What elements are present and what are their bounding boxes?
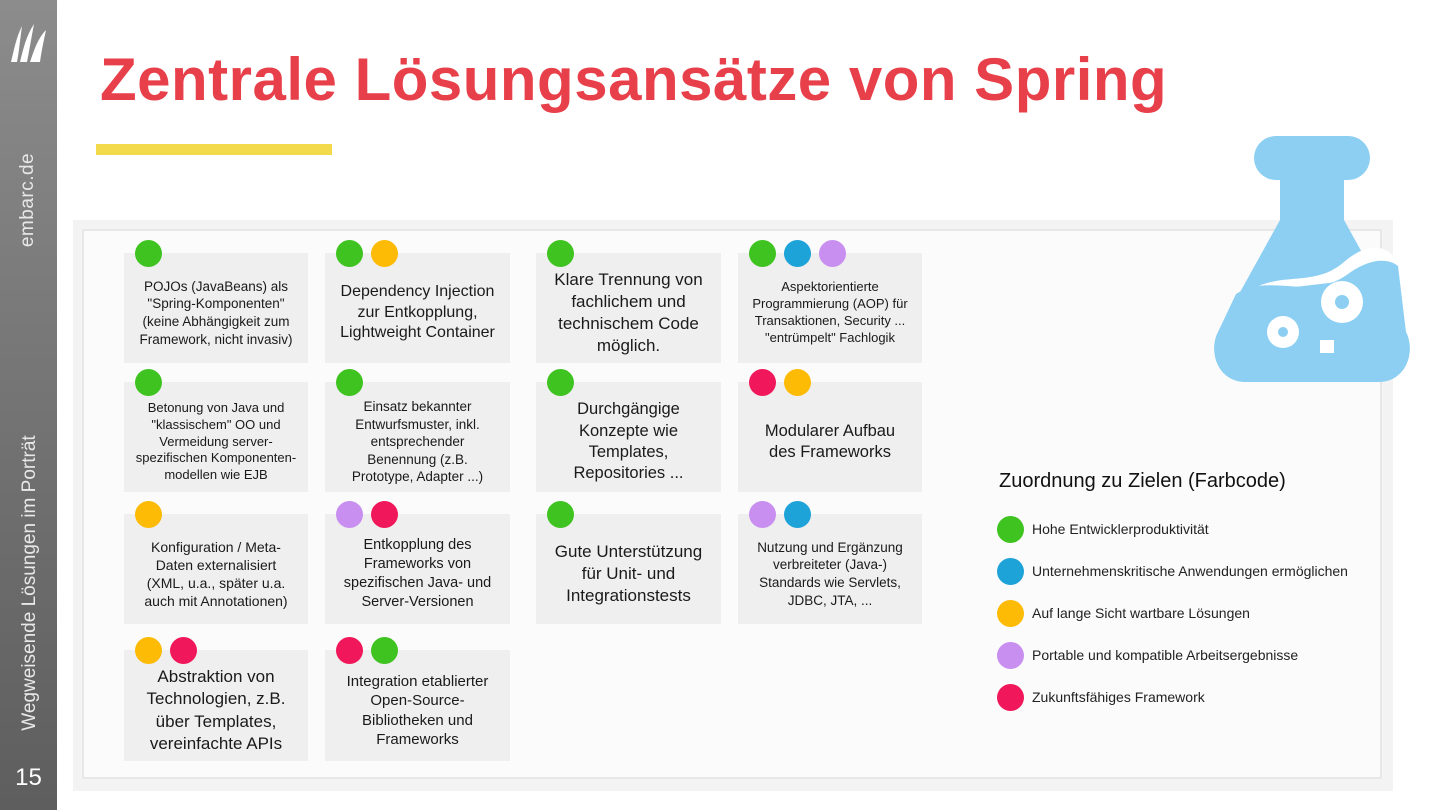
goal-dot-yellow [371,240,398,267]
goal-color-dots [336,369,363,396]
legend-item [997,641,1298,669]
solution-card-text: Modularer Aufbau des Frameworks [764,421,896,461]
solution-card [325,650,510,761]
solution-card-text: Einsatz bekannter Entwurfsmuster, inkl. entsprechender Benennung (z.B. Prototype, Adapter ...) [351,399,484,485]
title-accent-bar [96,144,332,155]
goal-color-dots [547,501,574,528]
goal-color-dots [547,240,574,267]
goal-dot-green [371,637,398,664]
goal-color-dots [749,501,811,528]
solution-card [124,650,308,761]
solution-card [124,253,308,363]
legend-label: Portable und kompatible Arbeitsergebnisse [1032,647,1299,663]
legend-dot-red [997,684,1024,711]
solution-card-text: Betonung von Java und "klassischem" OO und Vermeidung server-spezifischen Komponenten-modellen wie EJB [135,399,297,483]
goal-color-dots [135,637,197,664]
solution-card [124,382,308,492]
solution-card-text: Durchgängige Konzepte wie Templates, Repositories ... [573,400,684,483]
goal-color-dots [547,369,574,396]
solution-card [738,253,922,363]
solution-card-text: Gute Unterstützung für Unit- und Integrationstests [554,541,703,606]
goal-dot-yellow [784,369,811,396]
goal-dot-green [749,240,776,267]
solution-card-text: Abstraktion von Technologien, z.B. über Templates, vereinfachte APIs [146,667,286,753]
goal-dot-blue [784,501,811,528]
legend-dot-blue [997,558,1024,585]
goal-dot-green [336,369,363,396]
goal-dot-green [547,369,574,396]
presentation-subtitle: Wegweisende Lösungen im Porträt [19,435,40,731]
solution-card [536,382,721,492]
solution-card-text: Entkopplung des Frameworks von spezifischen Java- und Server-Versionen [343,537,492,610]
solution-card [536,514,721,624]
page-number: 15 [15,764,42,791]
goal-dot-red [371,501,398,528]
legend-item [997,557,1348,585]
goal-dot-blue [784,240,811,267]
legend-label: Unternehmenskritische Anwendungen ermöglichen [1032,563,1348,579]
goal-dot-green [547,501,574,528]
goal-dot-yellow [135,637,162,664]
goal-color-dots [336,637,398,664]
legend-item [997,683,1205,711]
goal-color-dots [336,501,398,528]
solution-card-text: Integration etablierter Open-Source-Bibliotheken und Frameworks [346,672,489,748]
solution-card [738,382,922,492]
goal-color-dots [135,501,162,528]
legend-label: Auf lange Sicht wartbare Lösungen [1032,605,1250,621]
goal-dot-purple [819,240,846,267]
slide-title: Zentrale Lösungsansätze von Spring [100,46,1168,113]
legend-item [997,515,1209,543]
goal-dot-green [135,240,162,267]
sail-logo-icon [8,22,48,64]
goal-dot-purple [336,501,363,528]
goal-dot-green [547,240,574,267]
solution-card [124,514,308,624]
legend-label: Hohe Entwicklerproduktivität [1032,521,1209,537]
legend-dot-green [997,516,1024,543]
goal-dot-red [336,637,363,664]
solution-card [536,253,721,363]
solution-card-text: Klare Trennung von fachlichem und technischem Code möglich. [554,269,703,356]
brand-label: embarc.de [17,152,38,248]
chemistry-flask-icon [1210,134,1414,386]
goal-dot-green [336,240,363,267]
goal-dot-red [749,369,776,396]
solution-card-text: POJOs (JavaBeans) als "Spring-Komponenten" (keine Abhängigkeit zum Framework, nicht invasiv) [139,278,293,347]
solution-card-text: Nutzung und Ergänzung verbreiteter (Java-) Standards wie Servlets, JDBC, JTA, ... [757,539,903,608]
goal-dot-green [135,369,162,396]
goal-dot-purple [749,501,776,528]
legend-dot-purple [997,642,1024,669]
legend-item [997,599,1250,627]
solution-card-text: Konfiguration / Meta-Daten externalisiert (XML, u.a., später u.a. auch mit Annotationen) [144,538,288,610]
solution-card [738,514,922,624]
legend-label: Zukunftsfähiges Framework [1032,689,1205,705]
legend-dot-yellow [997,600,1024,627]
solution-card [325,382,510,492]
goal-color-dots [749,369,811,396]
sidebar [0,0,57,810]
solution-card [325,514,510,624]
solution-card-text: Dependency Injection zur Entkopplung, Lightweight Container [340,282,495,342]
goal-color-dots [135,369,162,396]
goal-dot-red [170,637,197,664]
goal-color-dots [749,240,846,267]
goal-color-dots [135,240,162,267]
solution-card [325,253,510,363]
goal-dot-yellow [135,501,162,528]
solution-card-text: Aspektorientierte Programmierung (AOP) für Transaktionen, Security ... "entrümpelt" Fachlogik [752,279,908,345]
goal-color-dots [336,240,398,267]
legend-title: Zuordnung zu Zielen (Farbcode) [999,470,1286,492]
